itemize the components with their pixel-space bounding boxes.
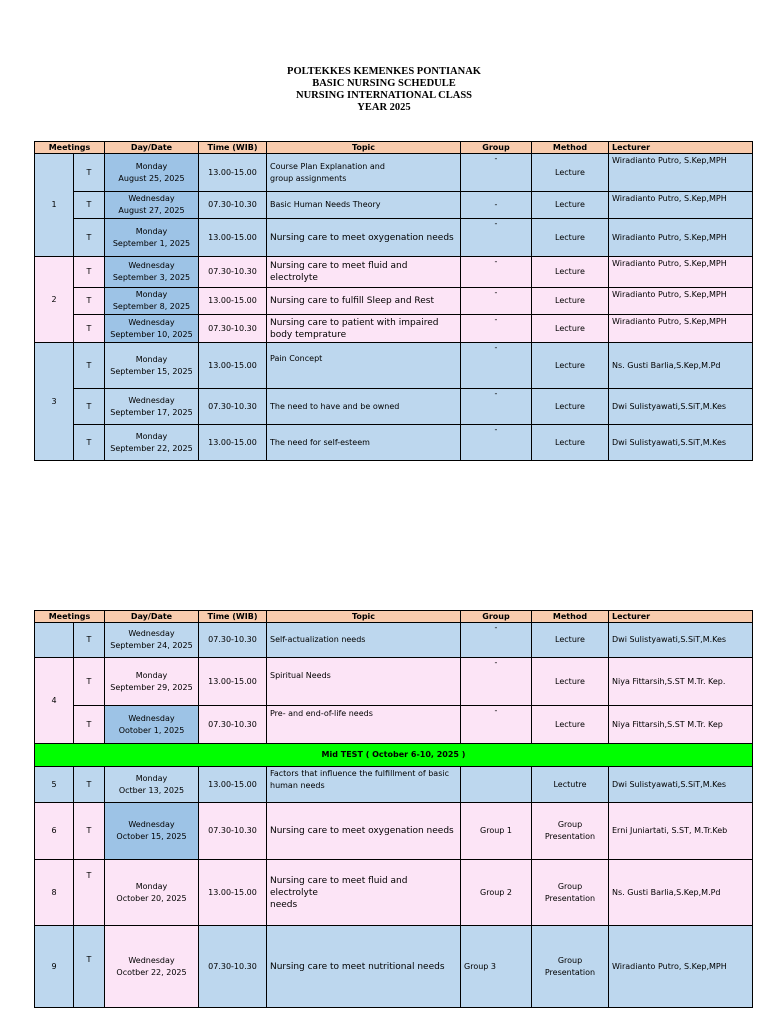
type-cell: T (74, 219, 105, 257)
table-row (35, 623, 753, 658)
lecturer-cell: Wiradianto Putro, S.Kep,MPH (609, 926, 753, 1008)
day: Wednesday (128, 955, 175, 965)
header-lecturer: Lecturer (609, 142, 753, 154)
date: Ootober 1, 2025 (118, 725, 185, 735)
group-cell (461, 623, 532, 658)
meeting-number: 6 (35, 803, 74, 860)
group-value: - (494, 288, 498, 297)
group-cell (461, 767, 532, 803)
method-cell: Lecture (532, 658, 609, 706)
method-cell: Lecture (532, 389, 609, 425)
day: Wednesday (128, 395, 175, 405)
table-row (35, 154, 753, 192)
meeting-number: 8 (35, 860, 74, 926)
table-row (35, 658, 753, 706)
lecturer-cell: Dwi Sulistyawati,S.SiT,M.Kes (609, 623, 753, 658)
header-time: Time (WIB) (199, 611, 267, 623)
table-header (35, 611, 753, 623)
time-cell: 07.30-10.30 (199, 706, 267, 744)
method-cell: Lectutre (532, 767, 609, 803)
group-value: - (494, 343, 498, 352)
time-cell: 13.00-15.00 (199, 219, 267, 257)
day: Wednesday (128, 261, 175, 270)
day: Monday (135, 431, 168, 441)
header-topic: Topic (267, 611, 461, 623)
schedule-table-2 (34, 610, 753, 1008)
group-cell: Group 1 (461, 803, 532, 860)
group-value: - (494, 219, 498, 228)
lecturer-cell: Wiradianto Putro, S.Kep,MPH (609, 315, 753, 343)
method-cell: Lecture (532, 706, 609, 744)
date-cell (105, 389, 199, 425)
header-group: Group (461, 142, 532, 154)
type-cell: T (74, 315, 105, 343)
date-cell (105, 343, 199, 389)
group-cell (461, 257, 532, 288)
meeting-number: 2 (35, 257, 74, 343)
time-cell: 07.30-10.30 (199, 192, 267, 219)
group-value: - (494, 706, 498, 715)
type-cell: T (74, 706, 105, 744)
date-cell (105, 257, 199, 288)
group-value: - (494, 389, 498, 398)
topic-cell: Nursing care to fulfill Sleep and Rest (267, 288, 461, 315)
header-lecturer: Lecturer (609, 611, 753, 623)
day: Monday (135, 773, 168, 783)
lecturer-cell: Ns. Gusti Barlia,S.Kep,M.Pd (609, 343, 753, 389)
table-row (35, 192, 753, 219)
method-cell: Lecture (532, 192, 609, 219)
topic-cell: Spiritual Needs (267, 658, 461, 706)
table-row (35, 425, 753, 461)
time-cell: 07.30-10.30 (199, 315, 267, 343)
group-cell (461, 343, 532, 389)
day: Wednesday (128, 317, 175, 327)
date: October 20, 2025 (116, 893, 187, 903)
table-row (35, 926, 753, 1008)
method-cell: Lecture (532, 288, 609, 315)
meeting-number: 1 (35, 154, 74, 257)
schedule-table-1 (34, 141, 753, 461)
lecturer-cell: Erni Juniartati, S.ST, M.Tr.Keb (609, 803, 753, 860)
lecturer-cell: Wiradianto Putro, S.Kep,MPH (609, 154, 753, 192)
method-cell: Lecture (532, 219, 609, 257)
group-value: - (494, 425, 498, 434)
time-cell: 13.00-15.00 (199, 343, 267, 389)
topic-cell: The need to have and be owned (267, 389, 461, 425)
date-cell (105, 926, 199, 1008)
date-cell (105, 288, 199, 315)
topic-cell: Pre- and end-of-life needs (267, 706, 461, 744)
group-cell (461, 425, 532, 461)
group-cell: - (461, 192, 532, 219)
day: Monday (135, 226, 168, 236)
method-cell: Lecture (532, 343, 609, 389)
meeting-number: 3 (35, 343, 74, 461)
lecturer-cell: Dwi Sulistyawati,S.SiT,M.Kes (609, 425, 753, 461)
date: Ocotber 22, 2025 (116, 967, 187, 977)
table-header (35, 142, 753, 154)
group-value: - (494, 623, 498, 632)
method-cell: Group Presentation (532, 926, 609, 1008)
class-name: NURSING INTERNATIONAL CLASS (295, 90, 472, 101)
table-row (35, 343, 753, 389)
lecturer-cell: Wiradianto Putro, S.Kep,MPH (609, 219, 753, 257)
time-cell: 13.00-15.00 (199, 288, 267, 315)
method-cell: Group Presentation (532, 803, 609, 860)
lecturer-cell: Wiradianto Putro, S.Kep,MPH (609, 288, 753, 315)
midtest-row (35, 744, 753, 767)
topic-cell: Course Plan Explanation and group assignments (267, 154, 461, 192)
group-value: - (494, 658, 498, 667)
date: September 24, 2025 (110, 641, 193, 650)
date: September 29, 2025 (110, 682, 193, 692)
group-cell (461, 219, 532, 257)
day: Monday (135, 290, 168, 299)
date-cell (105, 192, 199, 219)
table-row (35, 767, 753, 803)
group-cell: Group 2 (461, 860, 532, 926)
date: August 27, 2025 (118, 206, 185, 215)
table-row (35, 219, 753, 257)
topic-cell: Nursing care to meet oxygenation needs (267, 219, 461, 257)
topic-cell: Nursing care to meet oxygenation needs (267, 803, 461, 860)
time-cell: 07.30-10.30 (199, 389, 267, 425)
topic-cell: Nursing care to meet fluid and electrolyte needs (267, 860, 461, 926)
date: September 8, 2025 (112, 302, 191, 311)
table-row (35, 257, 753, 288)
header-meetings: Meetings (35, 142, 105, 154)
day: Monday (135, 354, 168, 364)
lecturer-cell: Dwi Sulistyawati,S.SiT,M.Kes (609, 389, 753, 425)
time-cell: 13.00-15.00 (199, 767, 267, 803)
year-label: YEAR 2025 (357, 102, 411, 113)
meeting-number: 5 (35, 767, 74, 803)
meeting-number: 4 (35, 658, 74, 744)
date-cell (105, 767, 199, 803)
date: September 22, 2025 (110, 443, 193, 453)
method-cell: Lecture (532, 425, 609, 461)
midtest-banner: Mid TEST ( October 6-10, 2025 ) (35, 744, 753, 767)
institution-name: POLTEKKES KEMENKES PONTIANAK (287, 66, 481, 77)
table-row (35, 389, 753, 425)
time-cell: 13.00-15.00 (199, 860, 267, 926)
time-cell: 13.00-15.00 (199, 658, 267, 706)
type-cell: T (74, 803, 105, 860)
time-cell: 07.30-10.30 (199, 803, 267, 860)
time-cell: 07.30-10.30 (199, 623, 267, 658)
topic-cell: Pain Concept (267, 343, 461, 389)
group-value: - (494, 257, 498, 266)
header-group: Group (461, 611, 532, 623)
day: Wednesday (128, 820, 175, 829)
day: Wednesday (128, 194, 175, 203)
schedule-name: BASIC NURSING SCHEDULE (312, 78, 456, 89)
date: September 1, 2025 (112, 238, 191, 248)
time-cell: 07.30-10.30 (199, 926, 267, 1008)
table-row (35, 315, 753, 343)
date: August 25, 2025 (118, 173, 185, 183)
group-cell (461, 315, 532, 343)
date-cell (105, 803, 199, 860)
group-cell (461, 389, 532, 425)
time-cell: 07.30-10.30 (199, 257, 267, 288)
date-cell (105, 860, 199, 926)
header-time: Time (WIB) (199, 142, 267, 154)
time-cell: 13.00-15.00 (199, 425, 267, 461)
group-cell (461, 658, 532, 706)
day: Monday (135, 670, 168, 680)
document-title (0, 66, 768, 114)
lecturer-cell: Niya Fittarsih,S.ST M.Tr. Kep (609, 706, 753, 744)
table-row (35, 706, 753, 744)
type-cell: T (74, 425, 105, 461)
topic-cell: Nursing care to patient with impaired body temprature (267, 315, 461, 343)
method-cell: Lecture (532, 623, 609, 658)
date: September 10, 2025 (110, 329, 193, 339)
topic-cell: The need for self-esteem (267, 425, 461, 461)
lecturer-cell: Ns. Gusti Barlia,S.Kep,M.Pd (609, 860, 753, 926)
type-cell: T (74, 658, 105, 706)
table-row (35, 860, 753, 926)
date-cell (105, 706, 199, 744)
header-method: Method (532, 611, 609, 623)
table-row (35, 803, 753, 860)
day: Wednesday (128, 629, 175, 638)
date: Octber 13, 2025 (118, 785, 185, 795)
header-date: Day/Date (105, 142, 199, 154)
group-value: - (494, 315, 498, 324)
method-cell: Lecture (532, 257, 609, 288)
type-cell: T (74, 860, 105, 926)
topic-cell: Nursing care to meet fluid and electrolyte (267, 257, 461, 288)
header-date: Day/Date (105, 611, 199, 623)
type-cell: T (74, 192, 105, 219)
lecturer-cell: Dwi Sulistyawati,S.SiT,M.Kes (609, 767, 753, 803)
header-method: Method (532, 142, 609, 154)
group-cell (461, 154, 532, 192)
group-cell: Group 3 (461, 926, 532, 1008)
date: September 3, 2025 (112, 273, 191, 282)
type-cell: T (74, 926, 105, 1008)
day: Monday (135, 881, 168, 891)
date-cell (105, 315, 199, 343)
header-topic: Topic (267, 142, 461, 154)
date-cell (105, 425, 199, 461)
lecturer-cell: Wiradianto Putro, S.Kep,MPH (609, 192, 753, 219)
topic-cell: Basic Human Needs Theory (267, 192, 461, 219)
type-cell: T (74, 767, 105, 803)
topic-cell: Nursing care to meet nutritional needs (267, 926, 461, 1008)
type-cell: T (74, 343, 105, 389)
method-cell: Lecture (532, 315, 609, 343)
meeting-number (35, 623, 74, 658)
method-cell: Group Presentation (532, 860, 609, 926)
group-cell (461, 288, 532, 315)
method-cell: Lecture (532, 154, 609, 192)
topic-cell: Factors that influence the fulfillment of basic human needs (267, 767, 461, 803)
type-cell: T (74, 288, 105, 315)
topic-cell: Self-actualization needs (267, 623, 461, 658)
type-cell: T (74, 257, 105, 288)
group-value: - (494, 154, 498, 163)
group-cell (461, 706, 532, 744)
type-cell: T (74, 623, 105, 658)
type-cell: T (74, 154, 105, 192)
table-row (35, 288, 753, 315)
date: September 17, 2025 (110, 407, 193, 417)
lecturer-cell: Wiradianto Putro, S.Kep,MPH (609, 257, 753, 288)
header-meetings: Meetings (35, 611, 105, 623)
date: September 15, 2025 (110, 366, 193, 376)
date-cell (105, 623, 199, 658)
date-cell (105, 219, 199, 257)
day: Monday (135, 161, 168, 171)
time-cell: 13.00-15.00 (199, 154, 267, 192)
date-cell (105, 658, 199, 706)
meeting-number: 9 (35, 926, 74, 1008)
type-cell: T (74, 389, 105, 425)
date-cell (105, 154, 199, 192)
lecturer-cell: Niya Fittarsih,S.ST M.Tr. Kep. (609, 658, 753, 706)
date: October 15, 2025 (116, 832, 187, 841)
day: Wednesday (128, 713, 175, 723)
